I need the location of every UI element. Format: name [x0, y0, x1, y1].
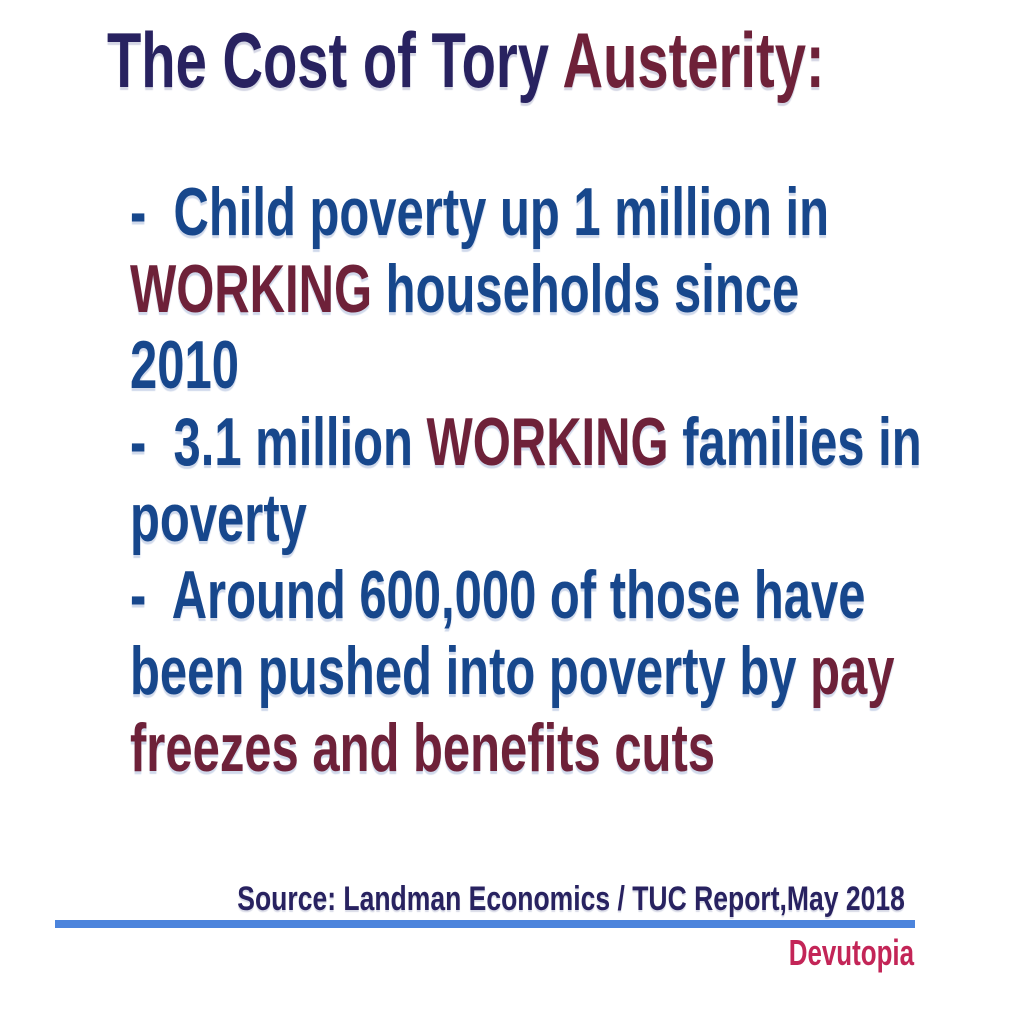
text-segment: - Around 600,000 of those have: [130, 556, 866, 633]
text-segment: poverty: [130, 480, 307, 556]
text-segment: 2010: [130, 327, 239, 403]
text-segment: freezes and benefits cuts: [130, 709, 715, 786]
body-line: [130, 251, 922, 328]
text-segment: WORKING: [426, 403, 669, 480]
text-segment: households since: [372, 250, 800, 327]
page-title: [107, 16, 825, 104]
divider-line: [55, 920, 915, 928]
body-line: [130, 327, 922, 404]
body-line: [130, 633, 922, 710]
text-segment: families in: [668, 403, 922, 480]
text-segment: - Child poverty up 1 million in: [130, 174, 830, 250]
body-line: [130, 174, 922, 251]
text-segment: WORKING: [130, 250, 373, 327]
body-line: [130, 557, 922, 634]
text-segment: pay: [810, 633, 895, 709]
body-line: [130, 710, 922, 787]
body-line: [130, 480, 922, 557]
source-attribution: Source: Landman Economics / TUC Report,May 2018: [237, 880, 905, 918]
text-segment: been pushed into poverty by: [130, 633, 811, 709]
text-segment: The Cost of Tory: [107, 16, 563, 104]
body-line: [130, 404, 922, 481]
text-segment: Austerity:: [562, 16, 825, 104]
brand-watermark: Devutopia: [788, 932, 914, 973]
text-segment: - 3.1 million: [130, 403, 427, 480]
body-text: [130, 174, 922, 786]
